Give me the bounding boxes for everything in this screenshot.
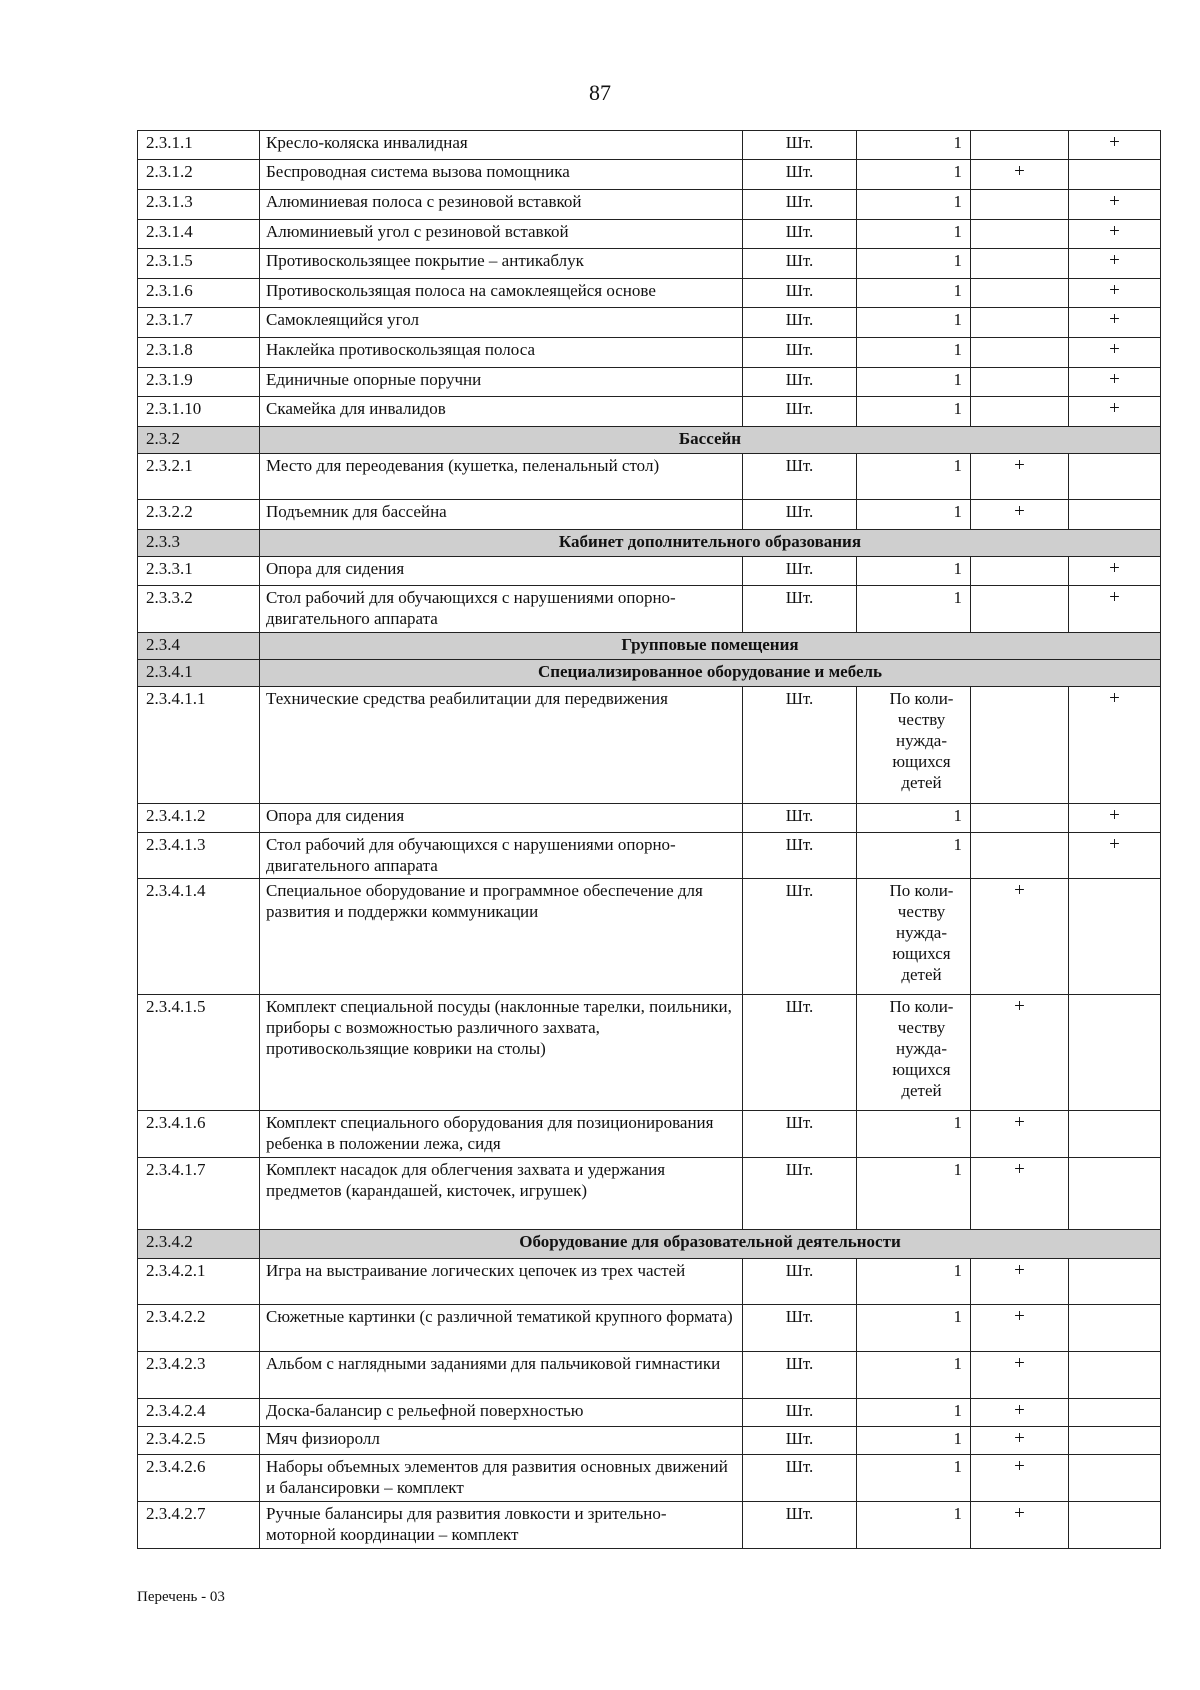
mark-column-a	[971, 833, 1069, 879]
item-number: 2.3.1.1	[138, 131, 260, 160]
item-unit: Шт.	[743, 557, 857, 586]
item-unit: Шт.	[743, 1502, 857, 1549]
table-row	[138, 1352, 1161, 1399]
item-name: Комплект насадок для облегчения захвата и удержания предметов (карандашей, кисточек, игрушек)	[260, 1158, 743, 1230]
item-number: 2.3.4.1.7	[138, 1158, 260, 1230]
table-row	[138, 1305, 1161, 1352]
table-row	[138, 1399, 1161, 1427]
mark-column-b: +	[1069, 397, 1161, 427]
item-unit: Шт.	[743, 1352, 857, 1399]
item-quantity: 1	[857, 804, 971, 833]
item-quantity: 1	[857, 249, 971, 279]
mark-column-b: +	[1069, 249, 1161, 279]
table-row	[138, 308, 1161, 338]
section-row	[138, 1230, 1161, 1259]
table-row	[138, 1158, 1161, 1230]
mark-column-b	[1069, 879, 1161, 995]
mark-column-a: +	[971, 1158, 1069, 1230]
item-name: Беспроводная система вызова помощника	[260, 160, 743, 190]
item-quantity: 1	[857, 1352, 971, 1399]
item-quantity: 1	[857, 160, 971, 190]
item-number: 2.3.4.2.1	[138, 1259, 260, 1305]
mark-column-a: +	[971, 1352, 1069, 1399]
table-row	[138, 279, 1161, 308]
item-quantity: 1	[857, 586, 971, 633]
mark-column-b	[1069, 1399, 1161, 1427]
item-quantity: По коли-честву нужда-ющихся детей	[857, 879, 971, 995]
item-name: Опора для сидения	[260, 557, 743, 586]
section-title: Бассейн	[260, 427, 1161, 454]
section-title: Оборудование для образовательной деятельности	[260, 1230, 1161, 1259]
item-quantity: 1	[857, 368, 971, 397]
section-number: 2.3.4.2	[138, 1230, 260, 1259]
item-number: 2.3.2.1	[138, 454, 260, 500]
section-number: 2.3.3	[138, 530, 260, 557]
item-unit: Шт.	[743, 220, 857, 249]
item-name: Стол рабочий для обучающихся с нарушениями опорно-двигательного аппарата	[260, 833, 743, 879]
section-number: 2.3.4.1	[138, 660, 260, 687]
item-number: 2.3.1.3	[138, 190, 260, 220]
item-number: 2.3.4.2.5	[138, 1427, 260, 1455]
item-unit: Шт.	[743, 804, 857, 833]
item-unit: Шт.	[743, 687, 857, 804]
mark-column-b: +	[1069, 279, 1161, 308]
item-unit: Шт.	[743, 308, 857, 338]
item-unit: Шт.	[743, 338, 857, 368]
item-number: 2.3.4.2.3	[138, 1352, 260, 1399]
item-name: Технические средства реабилитации для передвижения	[260, 687, 743, 804]
item-unit: Шт.	[743, 1259, 857, 1305]
table-row	[138, 586, 1161, 633]
item-unit: Шт.	[743, 160, 857, 190]
section-title: Специализированное оборудование и мебель	[260, 660, 1161, 687]
item-quantity: По коли-честву нужда-ющихся детей	[857, 995, 971, 1111]
mark-column-b	[1069, 1427, 1161, 1455]
table-row	[138, 454, 1161, 500]
section-number: 2.3.2	[138, 427, 260, 454]
item-quantity: 1	[857, 1455, 971, 1502]
item-number: 2.3.4.1.3	[138, 833, 260, 879]
item-number: 2.3.4.2.4	[138, 1399, 260, 1427]
mark-column-a	[971, 131, 1069, 160]
mark-column-a	[971, 804, 1069, 833]
mark-column-a	[971, 249, 1069, 279]
item-unit: Шт.	[743, 1305, 857, 1352]
item-unit: Шт.	[743, 131, 857, 160]
item-name: Противоскользящая полоса на самоклеящейся основе	[260, 279, 743, 308]
mark-column-b	[1069, 454, 1161, 500]
item-name: Комплект специального оборудования для позиционирования ребенка в положении лежа, сидя	[260, 1111, 743, 1158]
item-quantity: 1	[857, 1111, 971, 1158]
mark-column-b: +	[1069, 338, 1161, 368]
item-unit: Шт.	[743, 995, 857, 1111]
item-name: Место для переодевания (кушетка, пеленальный стол)	[260, 454, 743, 500]
item-number: 2.3.1.7	[138, 308, 260, 338]
table-row	[138, 160, 1161, 190]
item-quantity: 1	[857, 1305, 971, 1352]
table-row	[138, 131, 1161, 160]
item-name: Наклейка противоскользящая полоса	[260, 338, 743, 368]
item-quantity: 1	[857, 1259, 971, 1305]
mark-column-b	[1069, 1502, 1161, 1549]
table-row	[138, 687, 1161, 804]
mark-column-b: +	[1069, 804, 1161, 833]
mark-column-b: +	[1069, 190, 1161, 220]
mark-column-b: +	[1069, 368, 1161, 397]
item-name: Комплект специальной посуды (наклонные тарелки, поильники, приборы с возможностью различного захвата, противоскользящие коврики на столы)	[260, 995, 743, 1111]
item-name: Единичные опорные поручни	[260, 368, 743, 397]
item-number: 2.3.1.4	[138, 220, 260, 249]
section-title: Кабинет дополнительного образования	[260, 530, 1161, 557]
item-unit: Шт.	[743, 833, 857, 879]
item-number: 2.3.1.9	[138, 368, 260, 397]
item-unit: Шт.	[743, 500, 857, 530]
item-quantity: 1	[857, 338, 971, 368]
item-quantity: 1	[857, 1502, 971, 1549]
item-number: 2.3.4.1.5	[138, 995, 260, 1111]
item-name: Альбом с наглядными заданиями для пальчиковой гимнастики	[260, 1352, 743, 1399]
item-unit: Шт.	[743, 279, 857, 308]
item-name: Скамейка для инвалидов	[260, 397, 743, 427]
item-name: Наборы объемных элементов для развития основных движений и балансировки – комплект	[260, 1455, 743, 1502]
item-quantity: 1	[857, 1158, 971, 1230]
mark-column-a	[971, 308, 1069, 338]
item-quantity: 1	[857, 190, 971, 220]
item-unit: Шт.	[743, 249, 857, 279]
item-name: Алюминиевый угол с резиновой вставкой	[260, 220, 743, 249]
mark-column-b	[1069, 160, 1161, 190]
mark-column-a: +	[971, 160, 1069, 190]
item-number: 2.3.3.2	[138, 586, 260, 633]
mark-column-a	[971, 279, 1069, 308]
mark-column-a	[971, 190, 1069, 220]
table-row	[138, 1502, 1161, 1549]
mark-column-a: +	[971, 1259, 1069, 1305]
item-name: Опора для сидения	[260, 804, 743, 833]
item-unit: Шт.	[743, 1158, 857, 1230]
equipment-table-body	[138, 131, 1161, 1549]
mark-column-b: +	[1069, 833, 1161, 879]
section-row	[138, 633, 1161, 660]
item-number: 2.3.1.10	[138, 397, 260, 427]
item-number: 2.3.2.2	[138, 500, 260, 530]
mark-column-a: +	[971, 1111, 1069, 1158]
item-number: 2.3.4.2.2	[138, 1305, 260, 1352]
mark-column-a: +	[971, 500, 1069, 530]
item-number: 2.3.1.5	[138, 249, 260, 279]
item-number: 2.3.1.8	[138, 338, 260, 368]
mark-column-b: +	[1069, 557, 1161, 586]
section-row	[138, 427, 1161, 454]
mark-column-b	[1069, 1352, 1161, 1399]
mark-column-a: +	[971, 1427, 1069, 1455]
table-row	[138, 833, 1161, 879]
item-unit: Шт.	[743, 586, 857, 633]
item-name: Стол рабочий для обучающихся с нарушениями опорно-двигательного аппарата	[260, 586, 743, 633]
mark-column-b: +	[1069, 131, 1161, 160]
item-number: 2.3.1.6	[138, 279, 260, 308]
equipment-table	[137, 130, 1161, 1549]
mark-column-a	[971, 397, 1069, 427]
item-unit: Шт.	[743, 454, 857, 500]
mark-column-a: +	[971, 1305, 1069, 1352]
mark-column-a	[971, 557, 1069, 586]
mark-column-a	[971, 220, 1069, 249]
mark-column-a: +	[971, 454, 1069, 500]
mark-column-a: +	[971, 1502, 1069, 1549]
mark-column-a: +	[971, 1399, 1069, 1427]
section-title: Групповые помещения	[260, 633, 1161, 660]
item-quantity: 1	[857, 833, 971, 879]
section-row	[138, 530, 1161, 557]
mark-column-a	[971, 586, 1069, 633]
section-row	[138, 660, 1161, 687]
table-row	[138, 190, 1161, 220]
item-number: 2.3.4.1.4	[138, 879, 260, 995]
page-number: 87	[589, 80, 611, 105]
mark-column-b: +	[1069, 687, 1161, 804]
mark-column-b: +	[1069, 308, 1161, 338]
item-unit: Шт.	[743, 1399, 857, 1427]
item-name: Алюминиевая полоса с резиновой вставкой	[260, 190, 743, 220]
mark-column-a: +	[971, 1455, 1069, 1502]
item-number: 2.3.3.1	[138, 557, 260, 586]
mark-column-b: +	[1069, 586, 1161, 633]
item-unit: Шт.	[743, 1455, 857, 1502]
table-row	[138, 500, 1161, 530]
table-row	[138, 1455, 1161, 1502]
item-number: 2.3.4.1.2	[138, 804, 260, 833]
item-quantity: 1	[857, 397, 971, 427]
item-unit: Шт.	[743, 1111, 857, 1158]
item-number: 2.3.4.1.1	[138, 687, 260, 804]
footer-doc-code: Перечень - 03	[137, 1589, 225, 1605]
mark-column-b: +	[1069, 220, 1161, 249]
mark-column-a: +	[971, 879, 1069, 995]
table-row	[138, 397, 1161, 427]
item-name: Доска-балансир с рельефной поверхностью	[260, 1399, 743, 1427]
item-name: Ручные балансиры для развития ловкости и зрительно-моторной координации – комплект	[260, 1502, 743, 1549]
item-quantity: 1	[857, 220, 971, 249]
item-name: Противоскользящее покрытие – антикаблук	[260, 249, 743, 279]
item-number: 2.3.4.2.6	[138, 1455, 260, 1502]
table-row	[138, 220, 1161, 249]
mark-column-b	[1069, 1455, 1161, 1502]
table-row	[138, 557, 1161, 586]
item-name: Игра на выстраивание логических цепочек из трех частей	[260, 1259, 743, 1305]
item-quantity: 1	[857, 557, 971, 586]
mark-column-a: +	[971, 995, 1069, 1111]
table-row	[138, 1427, 1161, 1455]
mark-column-a	[971, 338, 1069, 368]
table-row	[138, 995, 1161, 1111]
table-row	[138, 1259, 1161, 1305]
item-name: Кресло-коляска инвалидная	[260, 131, 743, 160]
item-name: Специальное оборудование и программное обеспечение для развития и поддержки коммуникации	[260, 879, 743, 995]
item-quantity: 1	[857, 279, 971, 308]
mark-column-b	[1069, 1111, 1161, 1158]
item-unit: Шт.	[743, 1427, 857, 1455]
item-quantity: По коли-честву нужда-ющихся детей	[857, 687, 971, 804]
mark-column-b	[1069, 1305, 1161, 1352]
item-quantity: 1	[857, 1427, 971, 1455]
item-name: Сюжетные картинки (с различной тематикой крупного формата)	[260, 1305, 743, 1352]
item-name: Самоклеящийся угол	[260, 308, 743, 338]
mark-column-b	[1069, 1259, 1161, 1305]
section-number: 2.3.4	[138, 633, 260, 660]
item-name: Подъемник для бассейна	[260, 500, 743, 530]
item-quantity: 1	[857, 500, 971, 530]
mark-column-b	[1069, 500, 1161, 530]
item-unit: Шт.	[743, 368, 857, 397]
table-row	[138, 338, 1161, 368]
mark-column-b	[1069, 1158, 1161, 1230]
table-row	[138, 249, 1161, 279]
item-name: Мяч физиоролл	[260, 1427, 743, 1455]
item-quantity: 1	[857, 454, 971, 500]
table-row	[138, 879, 1161, 995]
mark-column-b	[1069, 995, 1161, 1111]
item-number: 2.3.4.2.7	[138, 1502, 260, 1549]
item-unit: Шт.	[743, 190, 857, 220]
table-row	[138, 1111, 1161, 1158]
item-quantity: 1	[857, 1399, 971, 1427]
item-quantity: 1	[857, 131, 971, 160]
mark-column-a	[971, 368, 1069, 397]
mark-column-a	[971, 687, 1069, 804]
item-unit: Шт.	[743, 879, 857, 995]
item-number: 2.3.1.2	[138, 160, 260, 190]
item-number: 2.3.4.1.6	[138, 1111, 260, 1158]
item-quantity: 1	[857, 308, 971, 338]
table-row	[138, 804, 1161, 833]
table-row	[138, 368, 1161, 397]
item-unit: Шт.	[743, 397, 857, 427]
